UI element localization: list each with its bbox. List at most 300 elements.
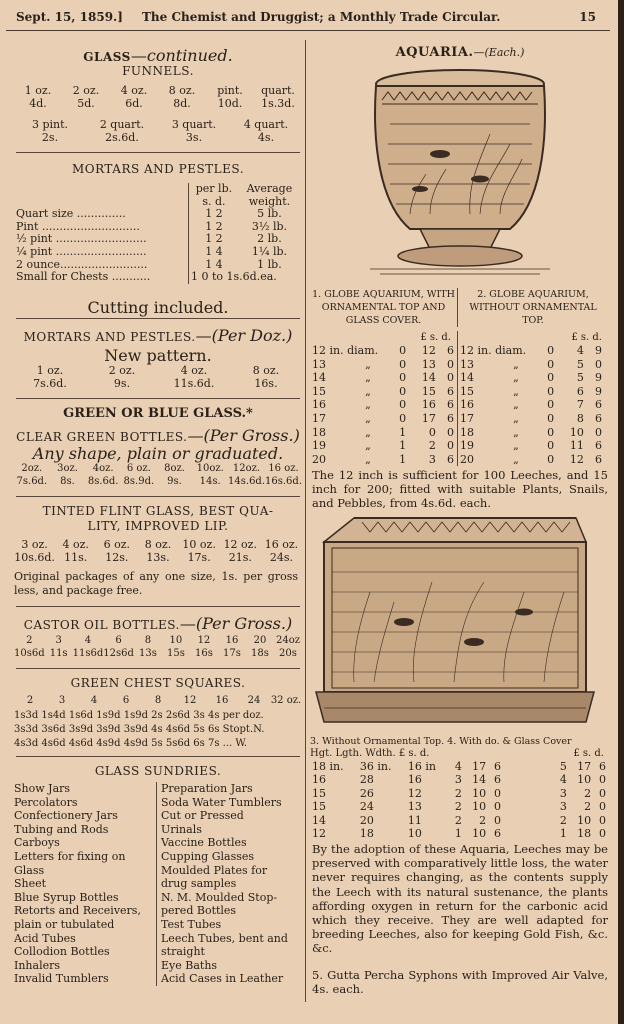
chest-size: 6 [122,695,130,706]
rect-row [310,827,608,840]
sundry-item: Vaccine Bottles [161,836,247,850]
rect3-pence: 6 [493,760,501,773]
rect4-pence: 0 [599,786,606,800]
tinted-size: 4 oz. [62,538,89,551]
castor-per: —(Per Gross.) [179,614,293,633]
green-size: 6 oz. [126,463,151,474]
column-divider [305,40,306,1002]
castor-size: 10 [169,635,183,646]
ditto-mark: „ [513,425,519,439]
globe-pence: 0 [595,425,602,439]
green-size: 12oz. [232,463,261,474]
castor-size: 16 [225,635,239,646]
globe-row [458,358,604,372]
rect4-pence: 0 [599,827,606,841]
per-lb-header: per lb. [189,183,239,196]
globe-pounds: 0 [399,371,407,385]
globe-shillings: 10 [569,425,584,439]
sundries-col-2 [156,782,298,986]
mortar-row [14,208,300,221]
green-price: 14s. [199,476,221,487]
rect4-shillings: 17 [577,760,592,773]
rect3-pence: 0 [493,786,501,800]
divider [16,668,300,669]
globe-pounds: 0 [547,411,555,425]
globe-pence: 6 [595,411,602,425]
rect4-pounds: 3 [559,800,567,814]
globe-shillings: 17 [421,411,436,425]
funnels-row-2 [14,118,302,144]
mortars-title: MORTARS AND PESTLES. [71,162,245,176]
sundry-item: Cupping Glasses [161,849,255,863]
globe-pence: 9 [595,344,602,357]
globe-shillings: 3 [428,452,436,466]
rect-row [310,787,608,800]
funnels-title: FUNNELS. [122,64,194,78]
globe-shillings: 7 [576,398,584,412]
rect-table [310,760,610,840]
ditto-mark: „ [365,411,371,425]
globe-size: 13 [460,357,474,371]
rect-length: 18 [359,827,374,841]
castor-price: 18s [251,648,269,659]
castor-price: 13s [138,648,157,659]
ditto-mark: „ [513,371,519,385]
rect-lsd: £ s. d. [573,748,604,759]
funnels-row-1 [14,84,302,110]
cutting-note: Cutting included. [87,298,229,317]
mortar-row [14,246,300,259]
mortar-weight: 1¼ lb. [251,244,288,258]
globe-pence: 6 [447,411,454,425]
green-price: 16s.6d. [265,476,302,487]
rect4-pounds: 2 [559,813,567,827]
tinted-title-1: TINTED FLINT GLASS, BEST QUA- [42,504,274,518]
mortar-doz-size: 4 oz. [180,364,208,377]
globe-row [458,426,604,440]
mortar-doz-size: 1 oz. [36,364,64,377]
mortar-doz-size: 8 oz. [252,364,280,377]
castor-size: 6 [115,635,122,646]
rect3-shillings: 17 [472,760,487,773]
gutta-percha-text: 5. Gutta Percha Syphons with Improved Air Valve, 4s. each. [312,968,608,997]
funnel-price: 2s. [41,131,59,144]
mortar-price: 1 0 to 1s.6d.ea. [189,271,301,284]
rect-height: 18 in. [312,760,344,773]
rect4-shillings: 18 [577,827,592,841]
globe-size: 19 [460,439,474,453]
rect-length: 24 [359,800,374,814]
globe-shillings: 2 [428,439,436,453]
rect3-pence: 6 [493,827,501,841]
glass-title: GLASS [83,50,131,64]
globe-pounds: 0 [399,411,407,425]
ditto-mark: „ [513,452,519,466]
mortar-price: 1 4 [189,246,239,259]
sundry-item: N. M. Moulded Stop- [161,890,278,904]
rect-height: 14 [312,813,326,827]
globe-pence: 0 [595,357,602,371]
rect4-pence: 0 [599,800,606,814]
globe-size: 18 [312,425,326,439]
rect-height: 15 [312,800,326,814]
mortar-doz-price: 16s. [254,377,278,390]
globe-row [458,371,604,385]
globe-size: 16 [312,398,326,412]
sundry-item: Urinals [161,822,202,836]
sundry-item: Blue Syrup Bottles [14,890,119,904]
funnel-price: 4s. [257,131,275,144]
sundry-item: Show Jars [14,782,71,795]
tinted-price: 24s. [269,551,293,564]
funnel-size: 2 quart. [99,118,145,131]
tinted-title-2: LITY, IMPROVED LIP. [87,519,229,533]
glass-continued: —continued. [130,46,233,65]
globe-size: 15 [312,384,326,398]
funnel-price: 5d. [77,97,95,110]
sundry-item: Carboys [14,836,60,850]
sundries-title: GLASS SUNDRIES. [94,764,222,778]
funnel-size: 3 pint. [31,118,69,131]
aquaria-heading [312,46,608,59]
mortar-price: 1 4 [189,259,239,272]
rect4-pence: 6 [599,760,606,773]
funnel-size: 4 oz. [120,84,148,97]
globe-pounds: 0 [547,357,555,371]
rect3-pence: 6 [493,773,501,787]
globe-shillings: 12 [421,344,436,357]
globe1-lsd: £ s. d. [420,332,451,343]
funnel-price: 2s.6d. [105,131,139,144]
globe-shillings: 5 [576,371,584,385]
new-pattern: New pattern. [104,346,212,365]
sundry-item: Confectionery Jars [14,809,118,823]
rect3-shillings: 10 [472,786,487,800]
sundry-item: Soda Water Tumblers [161,795,282,809]
mortar-weight: 2 lb. [257,232,282,246]
rect3-shillings: 10 [472,800,487,814]
rect3-pence: 0 [493,800,501,814]
tinted-price: 13s. [146,551,170,564]
globe-shillings: 12 [569,452,584,466]
sundry-item: straight [161,945,205,959]
rectangular-aquarium-engraving [314,512,596,730]
green-price: 8s.6d. [87,476,119,487]
globe-price-tables [310,331,610,466]
funnel-price: 4d. [29,97,47,110]
globe-row [458,439,604,453]
green-price: 8s. [60,476,75,487]
globe1-title: 1. GLOBE AQUARIUM, WITH ORNAMENTAL TOP AND GLASS COVER. [310,288,458,327]
funnel-size: 4 quart. [243,118,289,131]
castor-size: 4 [84,635,92,646]
chest-size: 3 [58,695,66,706]
chest-size: 24 [247,695,261,706]
green-shape: Any shape, plain or graduated. [32,444,284,463]
aquaria-each: —(Each.) [473,46,525,59]
rect4-pounds: 3 [559,786,567,800]
castor-price: 17s [223,648,241,659]
divider [16,152,300,153]
globe-row [310,358,456,372]
header-rule [6,30,610,31]
globe-pounds: 1 [399,439,407,453]
globe-pence: 6 [447,452,454,466]
castor-price: 11s [49,648,68,659]
sundry-item: Preparation Jars [161,782,253,795]
globe-row [458,385,604,399]
sundry-item: Test Tubes [161,917,222,931]
tinted-size: 6 oz. [103,538,131,551]
globe-pounds: 0 [547,398,555,412]
mortar-size: 2 ounce......................... [16,257,148,271]
funnel-size: 8 oz. [168,84,196,97]
mortar-doz-price: 11s.6d. [173,377,215,390]
rect4-shillings: 10 [577,813,592,827]
globe-pounds: 0 [399,357,407,371]
mortar-price: 1 2 [189,233,239,246]
adoption-text: By the adoption of these Aquaria, Leeches may be preserved with comparatively little loss, the water never requires changing, as the contents supply the Leech with its natural sustenance, the plants affording oxygen in return for the carbonic acid which they receive. They are well adapted for breeding Leeches, also for keeping Gold Fish, &c. &c. [312,842,608,956]
green-size: 4oz. [92,463,114,474]
mortar-price: 1 2 [189,208,239,221]
globe-row [310,439,456,453]
rect-height: 12 [312,827,326,841]
globe-pounds: 0 [547,384,555,398]
rect3-shillings: 14 [472,773,487,787]
castor-grid [14,634,302,660]
sundries-list [14,782,302,986]
funnel-price: 8d. [173,97,191,110]
globe-shillings: 11 [569,439,584,453]
globe2-title: 2. GLOBE AQUARIUM, WITHOUT ORNAMENTAL TOP. [469,289,597,326]
rect4-pence: 0 [599,773,606,787]
globe-size: 20 [312,452,326,466]
funnel-size: 3 quart. [171,118,217,131]
rect-cols: Hgt. Lgth. Wdth. £ s. d. [310,748,430,759]
chest-row-1: 1s3d 1s4d 1s6d 1s9d 1s9d 2s 2s6d 3s 4s per doz. [14,710,264,721]
mortars-table [14,183,302,284]
globe2-table [458,331,608,466]
castor-heading [14,614,302,633]
sundries-col-1 [14,782,156,986]
sd-header: s. d. [189,196,239,209]
ditto-mark: „ [513,411,519,425]
divider [16,398,300,399]
sundry-item: Moulded Plates for [161,863,268,877]
sundry-item: Eye Baths [161,958,218,972]
rect-height: 15 [312,786,326,800]
castor-price: 16s [195,648,213,659]
sundry-item: Percolators [14,795,78,809]
funnel-price: 1s.3d. [261,97,295,110]
ditto-mark: „ [365,371,371,385]
ditto-mark: „ [365,357,371,371]
funnel-size: pint. [217,84,243,97]
globe-row [458,412,604,426]
ditto-mark: „ [365,452,371,466]
globe-size: 17 [460,411,474,425]
funnel-size: 1 oz. [24,84,52,97]
sundry-item: Collodion Bottles [14,945,110,959]
rect3-shillings: 2 [479,813,487,827]
globe-pence: 6 [447,344,454,357]
ditto-mark: „ [513,384,519,398]
green-sub-heading [14,426,302,445]
green-grid [14,462,302,488]
globe-shillings: 4 [576,344,584,357]
castor-price: 11s6d [72,648,104,659]
globe-row [458,398,604,412]
chest-sizes [14,694,302,707]
globe-size: 14 [312,371,326,385]
rect3-pounds: 4 [454,760,462,773]
chest-size: 12 [183,695,197,706]
globe-shillings: 5 [576,357,584,371]
rect3-pounds: 1 [454,827,462,841]
globe-size: 17 [312,411,326,425]
ditto-mark: „ [365,398,371,412]
sundry-item: Acid Cases in Leather [161,972,284,986]
globe-size: 12 in. diam. [312,344,379,357]
castor-size: 12 [197,635,211,646]
rect3-shillings: 10 [472,827,487,841]
globe-row [458,453,604,467]
page-number: 15 [579,10,596,24]
sundry-item: Retorts and Receivers, [14,904,141,918]
mortar-row [14,271,300,284]
castor-price: 12s6d [103,648,134,659]
mortar-size: Small for Chests ........... [16,270,151,284]
globe-shillings: 6 [576,384,584,398]
globe-size: 14 [460,371,474,385]
globe-row [310,385,456,399]
tinted-note: Original packages of any one size, 1s. per gross less, and package free. [14,570,298,597]
globe-row [458,344,604,358]
sundry-item: Letters for fixing on [14,849,126,863]
globe-pounds: 0 [399,384,407,398]
globe-pence: 0 [447,371,454,385]
globe-pence: 0 [447,439,454,453]
globe-price-block [310,288,610,327]
globe-pounds: 0 [399,344,407,357]
rect-row [310,814,608,827]
chest-size: 8 [154,695,162,706]
globe-pence: 0 [447,425,454,439]
mortars-doz-title: MORTARS AND PESTLES. [23,330,196,344]
chest-size: 32 oz. [270,695,302,706]
sundry-item: pered Bottles [161,904,237,918]
rect4-pounds: 4 [559,773,567,787]
castor-size: 2 [26,635,33,646]
funnel-size: 2 oz. [72,84,100,97]
rect4-pounds: 1 [559,827,567,841]
green-price: 8s.9d. [123,476,155,487]
mortar-weight: 1 lb. [257,257,282,271]
chest-title: GREEN CHEST SQUARES. [70,676,246,690]
globe-row [310,412,456,426]
rect3-pounds: 2 [454,813,462,827]
mortar-price: 1 2 [189,221,239,234]
ditto-mark: „ [513,439,519,453]
globe2-lsd: £ s. d. [571,332,602,343]
ditto-mark: „ [365,425,371,439]
rect-length: 28 [359,773,374,787]
rect-width: 13 [407,800,422,814]
rect-width: 12 [407,786,422,800]
rect-width: 16 in [407,760,436,773]
mortar-size: ¼ pint .......................... [16,244,147,258]
globe-pounds: 0 [399,398,407,412]
rect-width: 16 [407,773,422,787]
globe-pence: 6 [595,439,602,453]
issue-date: Sept. 15, 1859.] [16,10,123,24]
mortar-size: Pint ............................ [16,219,140,233]
tinted-size: 8 oz. [144,538,172,551]
rect-cols-row [310,748,610,760]
green-size: 10oz. [196,463,224,474]
rect-height: 16 [312,773,326,787]
rect4-pence: 0 [599,813,606,827]
ditto-mark: „ [513,357,519,371]
castor-size: 3 [55,635,62,646]
running-header [0,8,610,30]
globe1-table [310,331,458,466]
rect-width: 11 [407,813,422,827]
sundry-item: Invalid Tumblers [14,972,109,986]
globe-shillings: 8 [576,411,584,425]
rect4-pounds: 5 [559,760,567,773]
globe-shillings: 13 [421,357,436,371]
rect3-pounds: 3 [454,773,462,787]
sundry-item: Leech Tubes, bent and [161,931,288,945]
globe-row [310,426,456,440]
globe-pence: 6 [595,452,602,466]
rect-length: 20 [359,813,374,827]
rect3-pounds: 2 [454,786,462,800]
green-price: 9s. [167,476,182,487]
sundry-item: plain or tubulated [14,917,115,931]
funnel-price: 6d. [125,97,143,110]
mortar-doz-price: 9s. [113,377,131,390]
chest-row-2: 3s3d 3s6d 3s9d 3s9d 3s9d 4s 4s6d 5s 6s Stopt.N. [14,724,265,735]
mortars-doz-heading [14,326,302,345]
journal-title: The Chemist and Druggist; a Monthly Trade Circular. [142,10,501,24]
mortars-doz-per: —(Per Doz.) [195,326,293,345]
rect-length: 36 in. [359,760,392,773]
sundry-item: Inhalers [14,958,61,972]
green-price: 7s.6d. [16,476,48,487]
sundry-item: drug samples [161,877,237,891]
globe-pounds: 0 [547,425,555,439]
globe-size: 19 [312,439,326,453]
tinted-price: 21s. [228,551,252,564]
globe-row [310,371,456,385]
green-size: 8oz. [164,463,185,474]
mortar-size: ½ pint .......................... [16,232,147,246]
sundry-item: Cut or Pressed [161,809,244,823]
castor-size: 24oz [275,635,300,646]
rect-row [310,800,608,813]
globe-note: The 12 inch is sufficient for 100 Leeches, and 15 inch for 200; fitted with suitable Plants, Snails, and Pebbles, from 4s.6d. each. [312,468,608,510]
sundry-item: Tubing and Rods [14,822,109,836]
globe-pounds: 0 [547,452,555,466]
rect3-pence: 0 [493,813,501,827]
mortar-size: Quart size .............. [16,207,126,221]
castor-price: 20s [279,648,297,659]
rect-row [310,773,608,786]
chest-size: 16 [215,695,229,706]
mortar-doz-price: 7s.6d. [33,377,67,390]
